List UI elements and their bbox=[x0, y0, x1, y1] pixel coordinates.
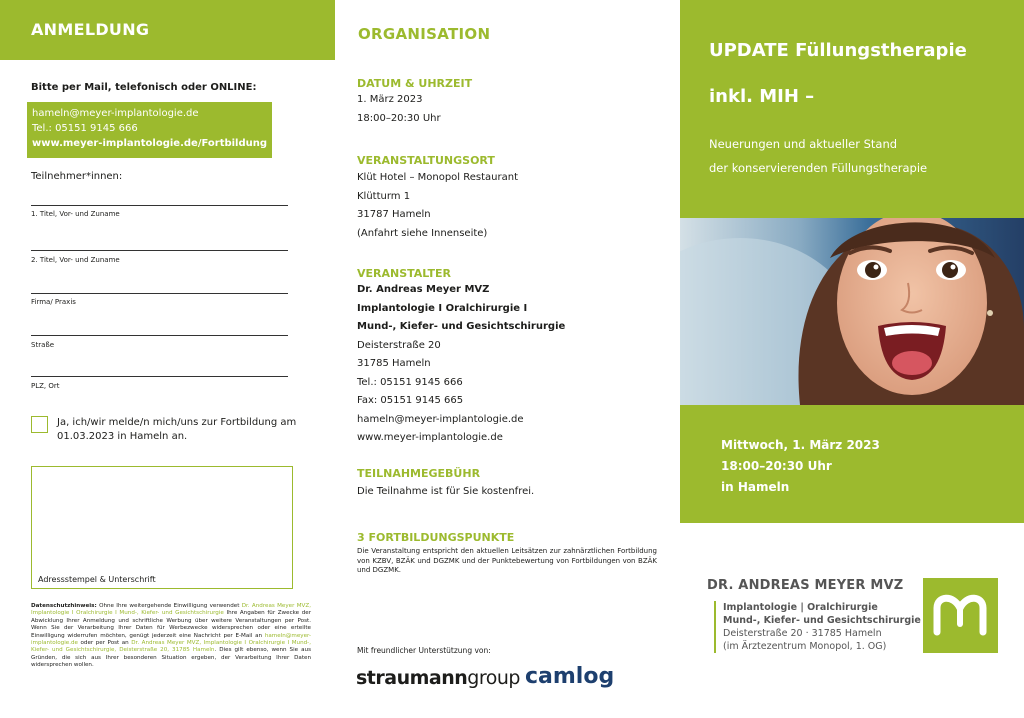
privacy-highlight-2: hameln@meyer-implantologie.de bbox=[31, 632, 311, 647]
organizer-phone[interactable]: Tel.: 05151 9145 666 bbox=[357, 376, 463, 388]
support-text: Mit freundlicher Unterstützung von: bbox=[357, 646, 491, 655]
mvz-location: (im Ärztezentrum Monopol, 1. OG) bbox=[723, 641, 887, 652]
venue-line: (Anfahrt siehe Innenseite) bbox=[357, 227, 488, 239]
organizer-specialty: Mund-, Kiefer- und Gesichtschirurgie bbox=[357, 321, 566, 332]
organizer-city: 31785 Hameln bbox=[357, 358, 431, 369]
registration-heading: ANMELDUNG bbox=[31, 20, 150, 39]
registration-panel bbox=[0, 0, 340, 718]
organizer-street: Deisterstraße 20 bbox=[357, 339, 441, 351]
cover-panel bbox=[680, 0, 1024, 718]
field-line-street[interactable] bbox=[31, 335, 288, 336]
privacy-text-1: Ohne Ihre weitergehende Einwilligung verwendet bbox=[96, 603, 242, 609]
intro-online: ONLINE bbox=[210, 82, 253, 93]
main-title-line-1: UPDATE Füllungstherapie bbox=[709, 40, 967, 61]
field-line-city[interactable] bbox=[31, 376, 288, 377]
field-label-city: PLZ, Ort bbox=[31, 382, 60, 390]
organizer-email[interactable]: hameln@meyer-implantologie.de bbox=[357, 413, 524, 425]
points-text: Die Veranstaltung entspricht den aktuellen Leitsätzen zur zahnärztlichen Fortbildung von KZBV, BZÄK und DGZMK und der Punktebewertung von Fortbildungen von BZÄK und DGZMK. bbox=[357, 547, 657, 574]
contact-box bbox=[27, 102, 272, 158]
event-day: Mittwoch, 1. März 2023 bbox=[721, 438, 880, 452]
field-line-practice[interactable] bbox=[31, 293, 288, 294]
organizer-name: Dr. Andreas Meyer MVZ bbox=[357, 284, 490, 295]
main-title-line-2: inkl. MIH – bbox=[709, 86, 815, 107]
privacy-highlight-1: Dr. Andreas Meyer MVZ, Implantologie I Oralchirurgie I Mund-, Kiefer- und Gesichtschirurgie bbox=[31, 603, 311, 617]
event-time-cover: 18:00–20:30 Uhr bbox=[721, 459, 832, 473]
child-photo bbox=[680, 218, 1024, 405]
organizer-heading: VERANSTALTER bbox=[357, 267, 451, 280]
fee-text: Die Teilnahme ist für Sie kostenfrei. bbox=[357, 486, 535, 497]
stamp-label: Adressstempel & Unterschrift bbox=[38, 575, 156, 584]
venue-line: Klüt Hotel – Monopol Restaurant bbox=[357, 172, 518, 183]
field-line-name-1[interactable] bbox=[31, 205, 288, 206]
straumann-logo bbox=[356, 667, 520, 689]
field-label-name-2: 2. Titel, Vor- und Zuname bbox=[31, 256, 120, 264]
organizer-specialty: Implantologie I Oralchirurgie I bbox=[357, 302, 528, 314]
venue-line: 31787 Hameln bbox=[357, 209, 431, 220]
organizer-website[interactable]: www.meyer-implantologie.de bbox=[357, 432, 503, 443]
contact-website[interactable]: www.meyer-implantologie.de/Fortbildung bbox=[32, 138, 268, 149]
datetime-heading: DATUM & UHRZEIT bbox=[357, 77, 473, 90]
title-block bbox=[680, 0, 1024, 218]
organizer-fax: Fax: 05151 9145 665 bbox=[357, 395, 464, 406]
privacy-text-4: . Dies gilt ebenso, wenn Sie aus Gründen, die sich aus Ihrer besonderen Situation ergeben, der Verarbeitung Ihrer Daten widersprechen wollen. bbox=[31, 647, 311, 669]
privacy-heading: Datenschutzhinweis: bbox=[31, 603, 97, 609]
venue-line: Klütturm 1 bbox=[357, 190, 411, 202]
privacy-text-2: Ihre Angaben für Zwecke der Abwicklung Ihrer Anmeldung und schriftliche Werbung über weitere Veranstaltungen per Post. Wenn Sie der Verarbeitung Ihrer Daten für Werbezwecke widersprechen oder eine erteilte Einwilligung widerrufen möchten, genügt jederzeit eine Nachricht per E-Mail an bbox=[31, 610, 311, 639]
child-photo-illustration bbox=[680, 218, 1024, 405]
privacy-text-3: oder per Post an bbox=[78, 640, 132, 647]
straumann-logo-light: group bbox=[467, 667, 520, 689]
subtitle-line-1: Neuerungen und aktueller Stand bbox=[709, 137, 898, 151]
privacy-highlight-3: Dr. Andreas Meyer MVZ, Implantologie I Oralchirurgie I Mund-, Kiefer- und Gesichtschirurgie, Deisterstraße 20, 31785 Hameln bbox=[31, 640, 311, 654]
stamp-signature-box[interactable] bbox=[31, 466, 293, 589]
field-label-street: Straße bbox=[31, 341, 55, 349]
fee-heading: TEILNAHMEGEBÜHR bbox=[357, 467, 481, 480]
event-place: in Hameln bbox=[721, 480, 790, 494]
organisation-panel bbox=[340, 0, 680, 718]
event-date: 1. März 2023 bbox=[357, 94, 423, 105]
contact-email[interactable]: hameln@meyer-implantologie.de bbox=[32, 108, 199, 119]
mvz-name: DR. ANDREAS MEYER MVZ bbox=[707, 578, 904, 593]
registration-intro bbox=[31, 82, 256, 93]
intro-text: Bitte per Mail, telefonisch oder bbox=[31, 82, 211, 93]
straumann-logo-bold: straumann bbox=[356, 667, 468, 689]
intro-colon: : bbox=[252, 82, 257, 93]
subtitle bbox=[709, 132, 927, 180]
registration-header-bar bbox=[0, 0, 335, 60]
venue-text bbox=[357, 169, 518, 243]
mvz-tooth-logo-icon bbox=[923, 578, 998, 653]
mvz-address: Deisterstraße 20 · 31785 Hameln bbox=[723, 628, 882, 639]
field-line-name-2[interactable] bbox=[31, 250, 288, 251]
tooth-m-icon bbox=[923, 578, 998, 653]
mvz-info bbox=[714, 601, 921, 653]
mvz-specialty-1: Implantologie | Oralchirurgie bbox=[723, 602, 878, 613]
privacy-notice bbox=[31, 603, 311, 670]
camlog-logo: camlog bbox=[525, 664, 615, 689]
event-info-block bbox=[680, 405, 1024, 523]
subtitle-line-2: der konservierenden Füllungstherapie bbox=[709, 161, 928, 175]
venue-heading: VERANSTALTUNGSORT bbox=[357, 154, 495, 167]
consent-checkbox[interactable] bbox=[31, 416, 48, 433]
contact-phone[interactable]: Tel.: 05151 9145 666 bbox=[32, 123, 138, 134]
consent-text: Ja, ich/wir melde/n mich/uns zur Fortbildung am 01.03.2023 in Hameln an. bbox=[57, 417, 297, 442]
participants-label: Teilnehmer*innen: bbox=[31, 171, 123, 182]
mvz-specialty-2: Mund-, Kiefer- und Gesichtschirurgie bbox=[723, 615, 921, 626]
field-label-name-1: 1. Titel, Vor- und Zuname bbox=[31, 210, 120, 218]
event-time: 18:00–20:30 Uhr bbox=[357, 112, 441, 124]
organisation-heading: ORGANISATION bbox=[358, 25, 491, 43]
datetime-text bbox=[357, 91, 441, 128]
organizer-text bbox=[357, 281, 565, 448]
field-label-practice: Firma/ Praxis bbox=[31, 298, 76, 306]
points-heading: 3 FORTBILDUNGSPUNKTE bbox=[357, 531, 515, 544]
